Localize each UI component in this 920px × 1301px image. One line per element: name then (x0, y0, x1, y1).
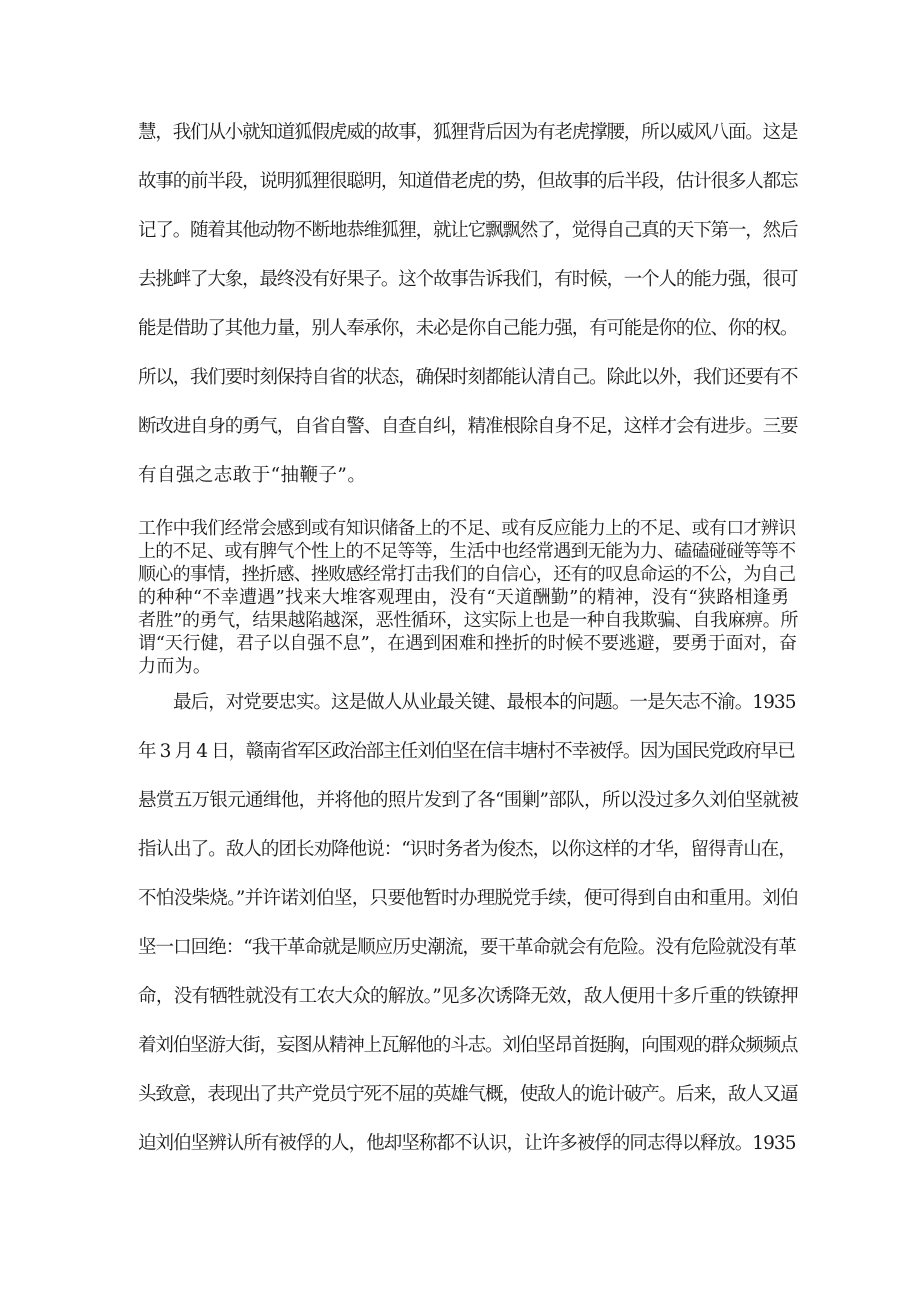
paragraph-3-line-6: 坚一口回绝：“我干革命就是顺应历史潮流，要干革命就会有危险。没有危险就没有革 (138, 937, 796, 958)
paragraph-3-line-2: 年 3 月 4 日，赣南省军区政治部主任刘伯坚在信丰塘村不幸被俘。因为国民党政府早已 (138, 741, 795, 762)
paragraph-2-line-7: 力而为。 (138, 656, 212, 677)
paragraph-2-line-5: 者胜”的勇气，结果越陷越深，恶性循环，这实际上也是一种自我欺骗、自我麻痹。所 (138, 610, 798, 631)
paragraph-1-line-5: 能是借助了其他力量，别人奉承你，未必是你自己能力强，有可能是你的位、你的权。 (138, 318, 798, 339)
paragraph-3-line-3: 悬赏五万银元通缉他，并将他的照片发到了各“围剿”部队，所以没过多久刘伯坚就被 (138, 790, 799, 811)
paragraph-3-line-8: 着刘伯坚游大街，妄图从精神上瓦解他的斗志。刘伯坚昂首挺胸，向围观的群众频频点 (138, 1035, 798, 1056)
paragraph-1-line-6: 所以，我们要时刻保持自省的状态，确保时刻都能认清自己。除此以外，我们还要有不 (138, 367, 798, 388)
paragraph-3-line-1: 最后，对党要忠实。这是做人从业最关键、最根本的问题。一是矢志不渝。1935 (138, 692, 796, 713)
paragraph-1-line-1: 慧，我们从小就知道狐假虎威的故事，狐狸背后因为有老虎撑腰，所以威风八面。这是 (138, 122, 798, 143)
paragraph-2-line-4: 的种种“不幸遭遇”找来大堆客观理由，没有“天道酬勤”的精神，没有“狭路相逢勇 (138, 587, 790, 608)
paragraph-2-line-2: 上的不足、或有脾气个性上的不足等等，生活中也经常遇到无能为力、磕磕碰碰等等不 (138, 541, 796, 562)
paragraph-3-line-10: 迫刘伯坚辨认所有被俘的人，他却坚称都不认识，让许多被俘的同志得以释放。1935 (138, 1133, 796, 1154)
paragraph-1-line-7: 断改进自身的勇气，自省自警、自查自纠，精准根除自身不足，这样才会有进步。三要 (138, 416, 798, 437)
paragraph-3-line-9: 头致意，表现出了共产党员宁死不屈的英雄气概，使敌人的诡计破产。后来，敌人又逼 (138, 1084, 798, 1105)
paragraph-1-line-8: 有自强之志敢于“抽鞭子”。 (138, 465, 367, 486)
paragraph-2-line-6: 谓“天行健，君子以自强不息”，在遇到困难和挫折的时候不要逃避，要勇于面对，奋 (138, 633, 797, 654)
paragraph-2 (138, 517, 798, 678)
paragraph-2-line-1: 工作中我们经常会感到或有知识储备上的不足、或有反应能力上的不足、或有口才辨识 (138, 518, 796, 539)
paragraph-1-line-4: 去挑衅了大象，最终没有好果子。这个故事告诉我们，有时候，一个人的能力强，很可 (138, 269, 798, 290)
paragraph-2-line-3: 顺心的事情，挫折感、挫败感经常打击我们的自信心，还有的叹息命运的不公，为自己 (138, 564, 796, 585)
paragraph-1-line-2: 故事的前半段，说明狐狸很聪明，知道借老虎的势，但故事的后半段，估计很多人都忘 (138, 171, 798, 192)
paragraph-3-line-7: 命，没有牺牲就没有工农大众的解放。”见多次诱降无效，敌人便用十多斤重的铁镣押 (138, 986, 799, 1007)
paragraph-1-line-3: 记了。随着其他动物不断地恭维狐狸，就让它飘飘然了，觉得自己真的天下第一，然后 (138, 220, 798, 241)
paragraph-3-line-4: 指认出了。敌人的团长劝降他说：“识时务者为俊杰，以你这样的才华，留得青山在， (138, 839, 796, 860)
paragraph-3-line-5: 不怕没柴烧。”并许诺刘伯坚，只要他暂时办理脱党手续，便可得到自由和重用。刘伯 (138, 888, 799, 909)
